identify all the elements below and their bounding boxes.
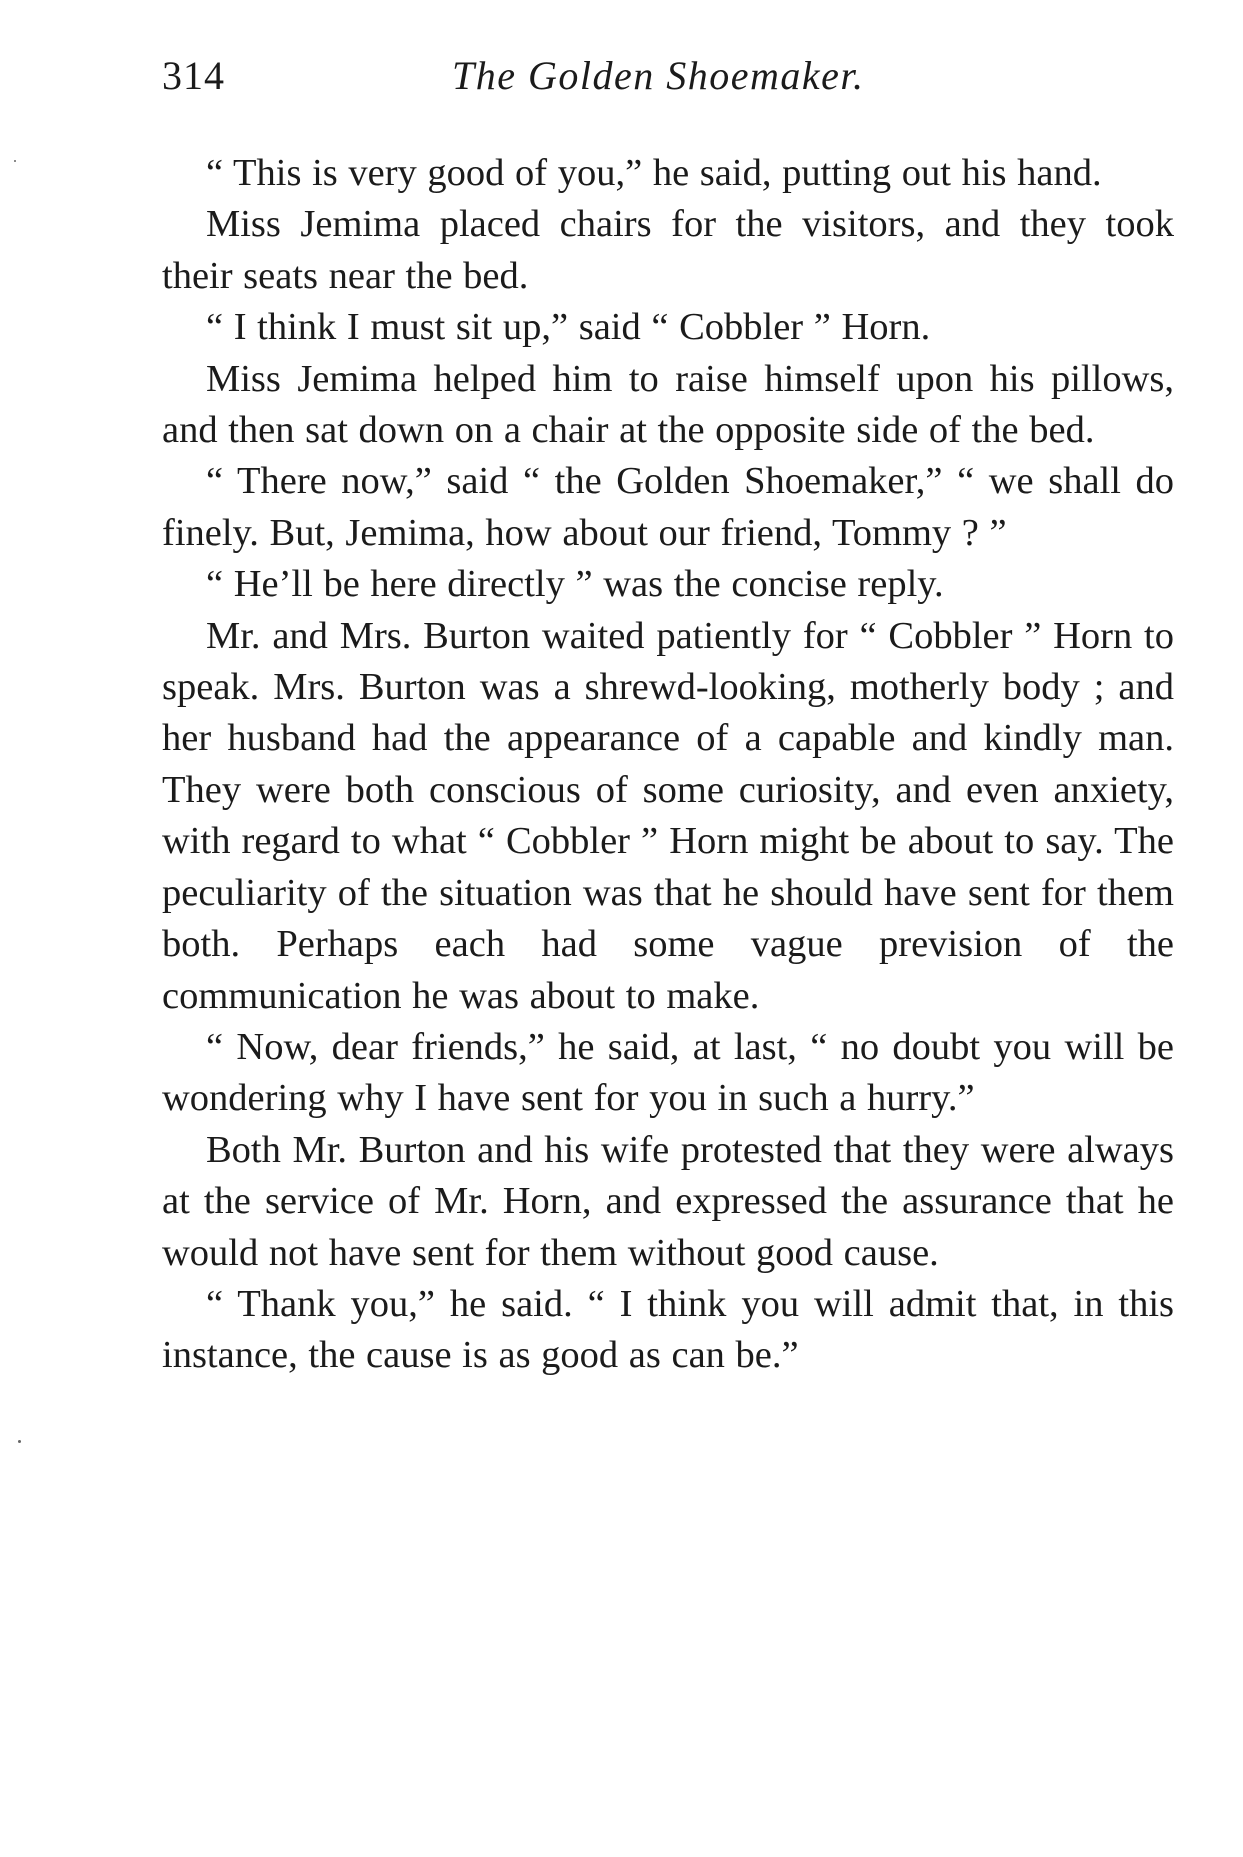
- paragraph: Miss Jemima placed chairs for the visitors, and they took their seats near the bed.: [162, 203, 1174, 297]
- paragraph: “ There now,” said “ the Golden Shoemaker,” “ we shall do finely. But, Jemima, how about our friend, Tommy ? ”: [162, 460, 1174, 554]
- body-text: [162, 148, 1174, 1382]
- paragraph: Miss Jemima helped him to raise himself upon his pillows, and then sat down on a chair at the opposite side of the bed.: [162, 357, 1174, 452]
- paragraph: “ Now, dear friends,” he said, at last, “ no doubt you will be wondering why I have sent for you in such a hurry.”: [162, 1025, 1174, 1120]
- paragraph: “ Thank you,” he said. “ I think you will admit that, in this instance, the cause is as good as can be.”: [162, 1282, 1174, 1377]
- page-number: 314: [162, 53, 225, 98]
- scan-speck: [18, 1440, 21, 1443]
- paragraph: “ He’ll be here directly ” was the concise reply.: [206, 563, 944, 606]
- paragraph: “ This is very good of you,” he said, putting out his hand.: [206, 152, 1102, 194]
- running-title: The Golden Shoemaker.: [452, 53, 865, 98]
- scan-speck: [14, 160, 16, 162]
- paragraph: “ I think I must sit up,” said “ Cobbler ” Horn.: [206, 306, 931, 349]
- page-header: [162, 52, 1174, 112]
- paragraph: Mr. and Mrs. Burton waited patiently for “ Cobbler ” Horn to speak. Mrs. Burton was a shrewd-looking, motherly body ; and her husband had the appearance of a capable and kindly man. They were both conscious of some curiosity, and even anxiety, with regard to what “ Cobbler ” Horn might be about to say. The peculiarity of the situation was that he should have sent for them both. Perhaps each had some vague prevision of the communication he was about to make.: [162, 614, 1174, 1017]
- paragraph: Both Mr. Burton and his wife protested that they were always at the service of Mr. Horn, and expressed the assurance that he would not have sent for them without good cause.: [162, 1128, 1174, 1274]
